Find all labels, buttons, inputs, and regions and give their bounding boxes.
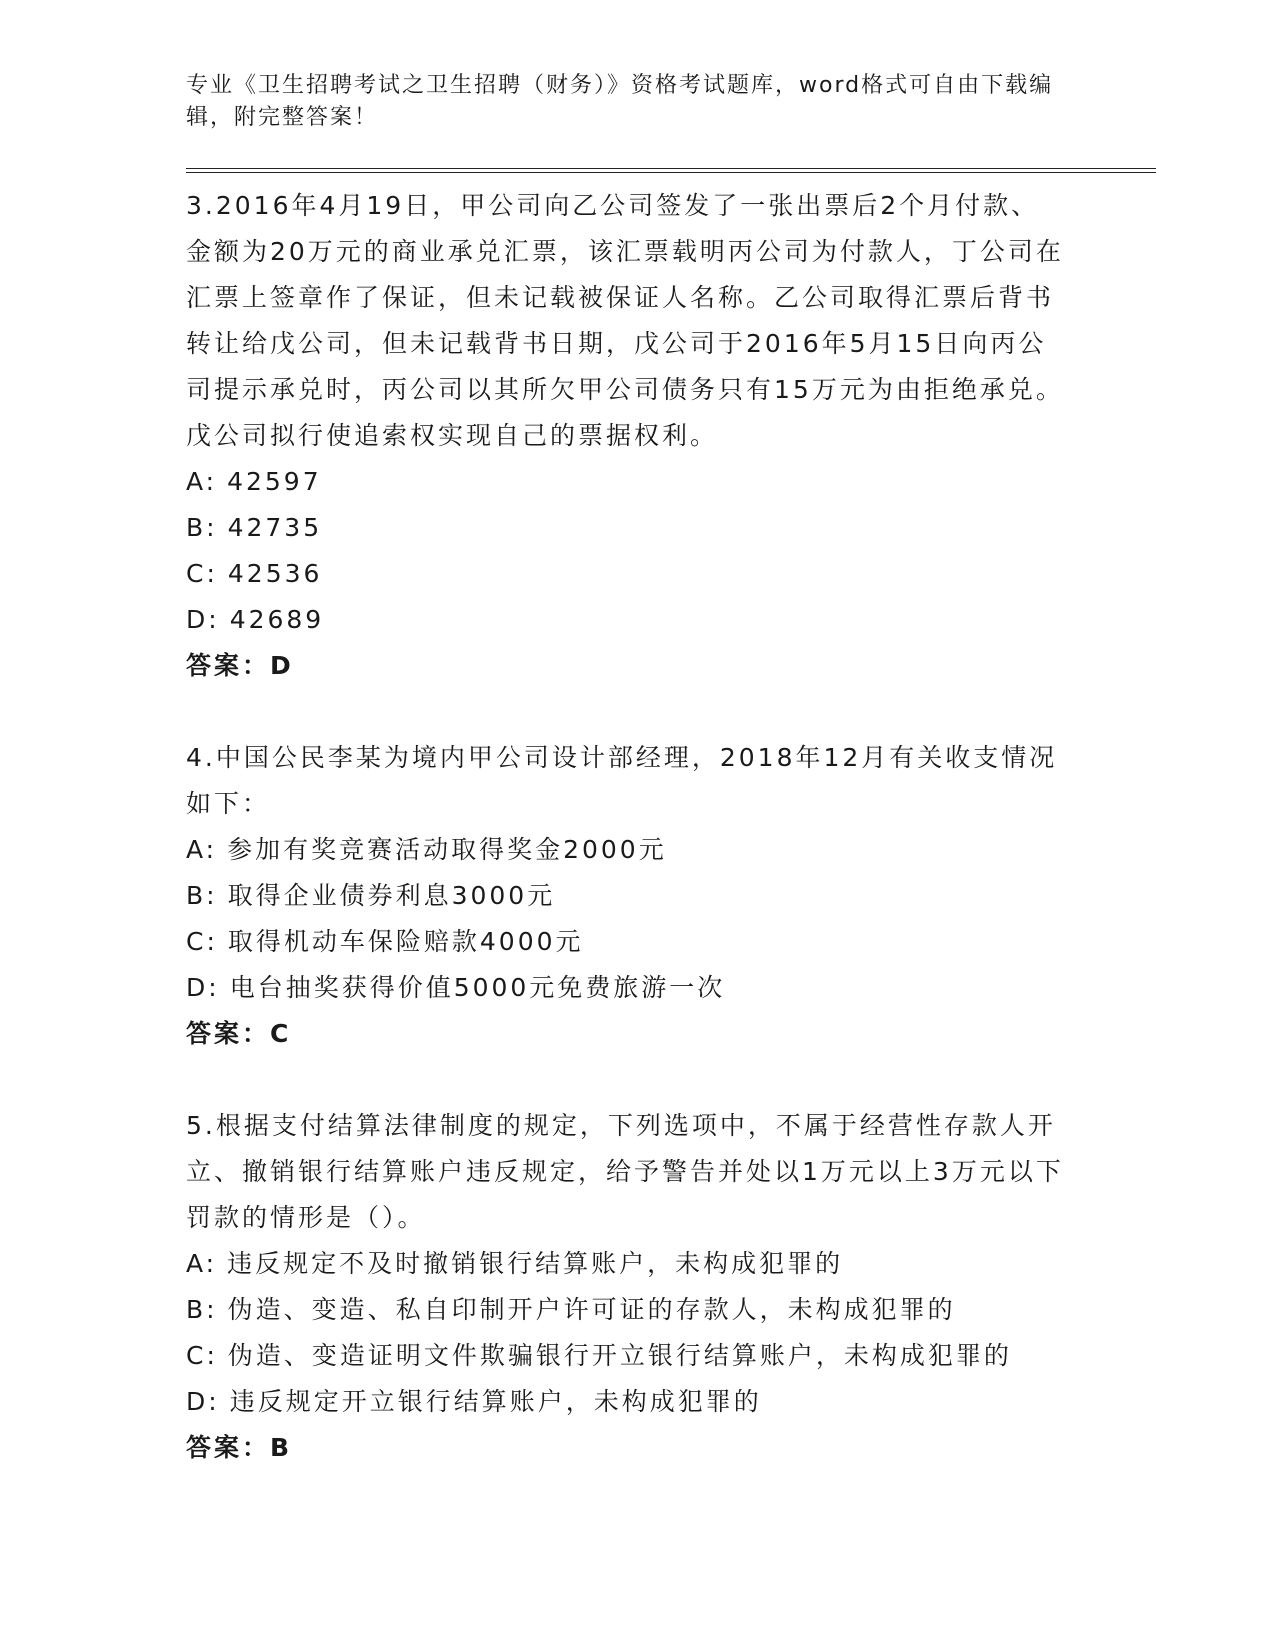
option-c [186, 551, 1086, 597]
option-key: B: [186, 881, 218, 910]
option-a [186, 827, 1086, 873]
question-stem: 3.2016年4月19日，甲公司向乙公司签发了一张出票后2个月付款、金额为20万元的商业承兑汇票，该汇票载明丙公司为付款人，丁公司在汇票上签章作了保证，但未记载被保证人名称。乙公司取得汇票后背书转让给戊公司，但未记载背书日期，戊公司于2016年5月15日向丙公司提示承兑时，丙公司以其所欠甲公司债务只有15万元为由拒绝承兑。戊公司拟行使追索权实现自己的票据权利。 [186, 191, 1064, 450]
option-text: 违反规定开立银行结算账户，未构成犯罪的 [229, 1387, 762, 1416]
option-a [186, 1241, 1086, 1287]
option-key: A: [186, 835, 218, 864]
question-3 [186, 183, 1086, 689]
option-d [186, 597, 1086, 643]
option-b [186, 505, 1086, 551]
option-key: B: [186, 513, 218, 542]
option-text: 伪造、变造证明文件欺骗银行开立银行结算账户，未构成犯罪的 [227, 1341, 1012, 1370]
option-b [186, 1287, 1086, 1333]
option-key: B: [186, 1295, 218, 1324]
option-text: 42735 [227, 513, 323, 542]
option-d [186, 1379, 1086, 1425]
answer-line: 答案：B [186, 1433, 293, 1462]
option-text: 42536 [227, 559, 323, 588]
option-key: A: [186, 467, 218, 496]
option-key: A: [186, 1249, 218, 1278]
question-4 [186, 735, 1086, 1057]
document-header: 专业《卫生招聘考试之卫生招聘（财务）》资格考试题库，word格式可自由下载编辑，附完整答案！ [186, 73, 1054, 130]
option-text: 参加有奖竞赛活动取得奖金2000元 [227, 835, 667, 864]
question-5 [186, 1103, 1086, 1471]
option-c [186, 1333, 1086, 1379]
option-key: D: [186, 1387, 220, 1416]
option-c [186, 919, 1086, 965]
option-text: 取得机动车保险赔款4000元 [227, 927, 584, 956]
option-key: C: [186, 927, 218, 956]
answer-line: 答案：C [186, 1019, 292, 1048]
option-text: 42597 [227, 467, 322, 496]
question-stem: 4.中国公民李某为境内甲公司设计部经理，2018年12月有关收支情况如下： [186, 743, 1058, 818]
option-d [186, 965, 1086, 1011]
option-text: 42689 [229, 605, 325, 634]
document-page [186, 70, 1086, 1471]
question-stem: 5.根据支付结算法律制度的规定，下列选项中，不属于经营性存款人开立、撤销银行结算账户违反规定，给予警告并处以1万元以上3万元以下罚款的情形是（）。 [186, 1111, 1064, 1232]
option-key: D: [186, 605, 220, 634]
option-text: 伪造、变造、私自印制开户许可证的存款人，未构成犯罪的 [227, 1295, 956, 1324]
option-key: D: [186, 973, 220, 1002]
header-divider [186, 168, 1156, 173]
option-text: 取得企业债券利息3000元 [227, 881, 556, 910]
option-text: 违反规定不及时撤销银行结算账户，未构成犯罪的 [227, 1249, 844, 1278]
option-b [186, 873, 1086, 919]
option-key: C: [186, 1341, 218, 1370]
option-a [186, 459, 1086, 505]
option-key: C: [186, 559, 218, 588]
option-text: 电台抽奖获得价值5000元免费旅游一次 [229, 973, 726, 1002]
answer-line: 答案：D [186, 651, 294, 680]
